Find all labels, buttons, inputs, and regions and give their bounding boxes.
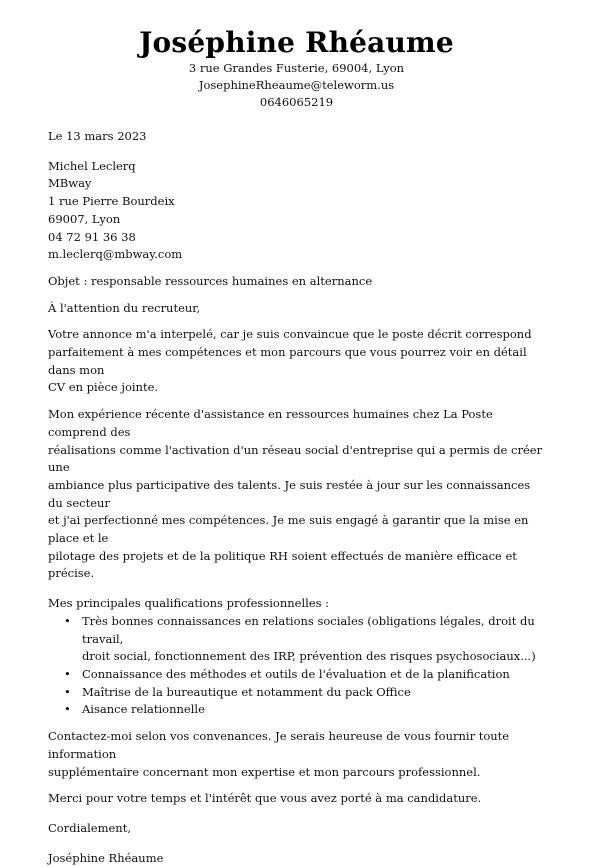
qualifications-list <box>48 613 548 719</box>
letter-signoff: Cordialement, <box>48 820 131 835</box>
sender-name: Joséphine Rhéaume <box>139 26 454 59</box>
paragraph-line: et j'ai perfectionné mes compétences. Je me suis engagé à garantir que la mise en place et le <box>48 513 529 546</box>
paragraph-line: supplémentaire concernant mon expertise et mon parcours professionnel. <box>48 764 481 779</box>
paragraph-line: parfaitement à mes compétences et mon parcours que vous pourrez voir en détail dans mon <box>48 345 527 377</box>
list-item-line: Connaissance des méthodes et outils de l'évaluation et de la planification <box>82 666 510 681</box>
recipient-email: m.leclerq@mbway.com <box>48 247 183 262</box>
sender-address: 3 rue Grandes Fusterie, 69004, Lyon <box>188 61 405 75</box>
list-item <box>48 684 548 702</box>
list-item-line: Maîtrise de la bureautique et notamment du pack Office <box>82 684 411 699</box>
recipient-company: MBway <box>48 176 92 191</box>
paragraph-line: ambiance plus participative des talents. Je suis restée à jour sur les connaissances du secteur <box>48 477 531 510</box>
list-item <box>48 701 548 719</box>
bullet-icon: • <box>64 684 71 699</box>
paragraph-contact <box>48 728 548 781</box>
paragraph-line: réalisations comme l'activation d'un réseau social d'entreprise qui a permis de créer une <box>48 442 543 475</box>
letter-header <box>0 26 593 111</box>
recipient-phone: 04 72 91 36 38 <box>48 229 136 244</box>
qualifications-intro: Mes principales qualifications professionnelles : <box>48 596 330 611</box>
paragraph-intro <box>48 326 548 397</box>
list-item-line: Très bonnes connaissances en relations sociales (obligations légales, droit du travail, <box>82 613 535 646</box>
bullet-icon: • <box>64 702 71 717</box>
letter-signature: Joséphine Rhéaume <box>48 850 164 865</box>
paragraph-thanks: Merci pour votre temps et l'intérêt que vous avez porté à ma candidature. <box>48 791 482 806</box>
recipient-block <box>48 158 548 264</box>
paragraph-line: Mon expérience récente d'assistance en ressources humaines chez La Poste comprend des <box>48 407 493 439</box>
list-item-line: droit social, fonctionnement des IRP, prévention des risques psychosociaux...) <box>82 649 536 664</box>
letter-subject: Objet : responsable ressources humaines en alternance <box>48 273 373 288</box>
paragraph-experience <box>48 406 548 583</box>
bullet-icon: • <box>64 613 71 628</box>
paragraph-line: CV en pièce jointe. <box>48 380 159 395</box>
letter-body <box>48 128 548 867</box>
list-item <box>48 613 548 666</box>
list-item-line: Aisance relationnelle <box>82 702 205 717</box>
paragraph-line: Votre annonce m'a interpelé, car je suis convaincue que le poste décrit correspond <box>48 327 532 342</box>
recipient-street: 1 rue Pierre Bourdeix <box>48 194 175 209</box>
sender-email: JosephineRheaume@teleworm.us <box>198 78 395 92</box>
letter-salutation: À l'attention du recruteur, <box>48 300 201 315</box>
letter-date: Le 13 mars 2023 <box>48 129 147 143</box>
recipient-city: 69007, Lyon <box>48 211 121 226</box>
paragraph-line: pilotage des projets et de la politique RH soient effectués de manière efficace et précise. <box>48 548 517 581</box>
paragraph-line: Contactez-moi selon vos convenances. Je serais heureuse de vous fournir toute information <box>48 729 510 761</box>
bullet-icon: • <box>64 666 71 681</box>
list-item <box>48 666 548 684</box>
recipient-name: Michel Leclerq <box>48 158 136 173</box>
sender-phone: 0646065219 <box>259 95 334 109</box>
qualifications-section <box>48 595 548 719</box>
